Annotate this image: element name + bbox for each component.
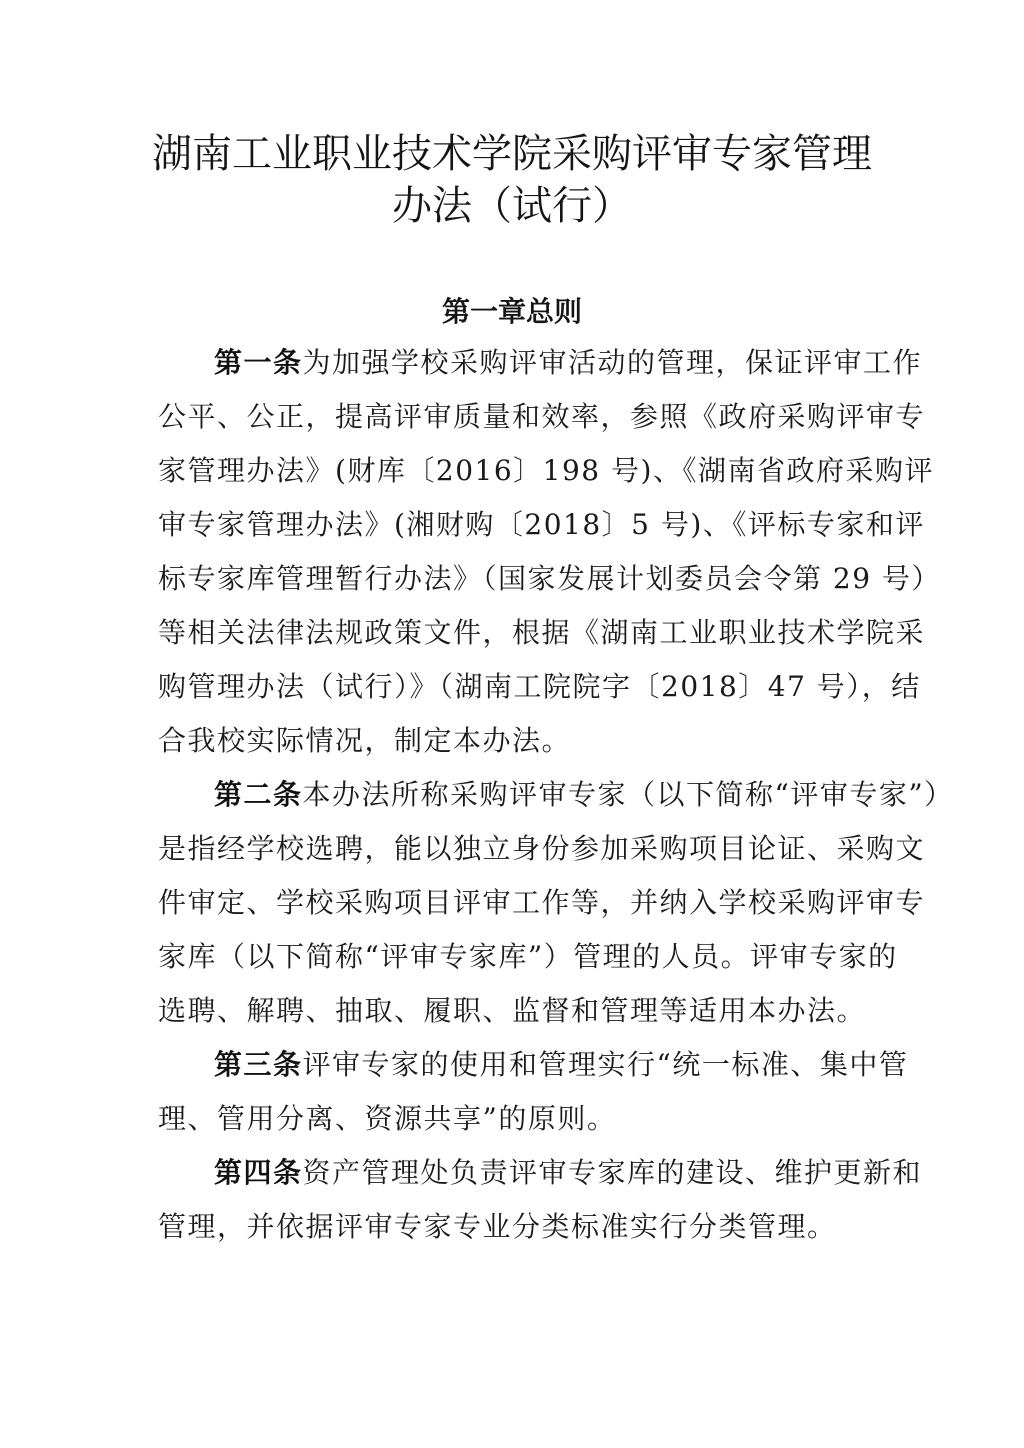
article-1-text: 为加强学校采购评审活动的管理，保证评审工作 <box>302 346 923 379</box>
document-title-line-2: 办法（试行） <box>392 183 632 229</box>
article-4-label: 第四条 <box>214 1156 303 1189</box>
article-3-line-2: 理、管用分离、资源共享”的原则。 <box>158 1102 617 1135</box>
article-2-line-5: 选聘、解聘、抽取、履职、监督和管理等适用本办法。 <box>158 994 867 1027</box>
article-2-line-4: 家库（以下简称“评审专家库”）管理的人员。评审专家的 <box>158 940 898 973</box>
article-4-line-1 <box>158 1146 923 1200</box>
article-2-text: 本办法所称采购评审专家（以下简称“评审专家”） <box>302 778 954 811</box>
article-3-text: 评审专家的使用和管理实行“统一标准、集中管 <box>302 1048 909 1081</box>
article-1-line-8: 合我校实际情况，制定本办法。 <box>158 724 572 757</box>
article-3-line-1 <box>158 1038 909 1092</box>
article-1-line-3: 家管理办法》(财库〔2016〕198 号)、《湖南省政府采购评 <box>158 454 934 487</box>
article-4-line-2: 管理，并依据评审专家专业分类标准实行分类管理。 <box>158 1210 837 1243</box>
article-4-text: 资产管理处负责评审专家库的建设、维护更新和 <box>302 1156 923 1189</box>
article-1-line-7: 购管理办法（试行）》（湖南工院院字〔2018〕47 号），结 <box>158 670 921 703</box>
document-title-line-1: 湖南工业职业技术学院采购评审专家管理 <box>152 131 872 177</box>
article-3 <box>158 1038 909 1146</box>
chapter-heading: 第一章总则 <box>441 295 582 328</box>
article-4 <box>158 1146 923 1254</box>
article-2-line-1 <box>158 768 954 822</box>
article-2-line-3: 件审定、学校采购项目评审工作等，并纳入学校采购评审专 <box>158 886 926 919</box>
article-1-line-2: 公平、公正，提高评审质量和效率，参照《政府采购评审专 <box>158 400 926 433</box>
article-1-label: 第一条 <box>214 346 303 379</box>
article-3-label: 第三条 <box>214 1048 303 1081</box>
article-1-line-6: 等相关法律法规政策文件，根据《湖南工业职业技术学院采 <box>158 616 926 649</box>
article-1-line-4: 审专家管理办法》(湘财购〔2018〕5 号)、《评标专家和评 <box>158 508 925 541</box>
article-1-line-5: 标专家库管理暂行办法》（国家发展计划委员会令第 29 号） <box>158 562 941 595</box>
article-1-line-1 <box>158 336 923 390</box>
article-2 <box>158 768 954 1038</box>
article-2-line-2: 是指经学校选聘，能以独立身份参加采购项目论证、采购文 <box>158 832 926 865</box>
article-1 <box>158 336 941 768</box>
article-2-label: 第二条 <box>214 778 303 811</box>
